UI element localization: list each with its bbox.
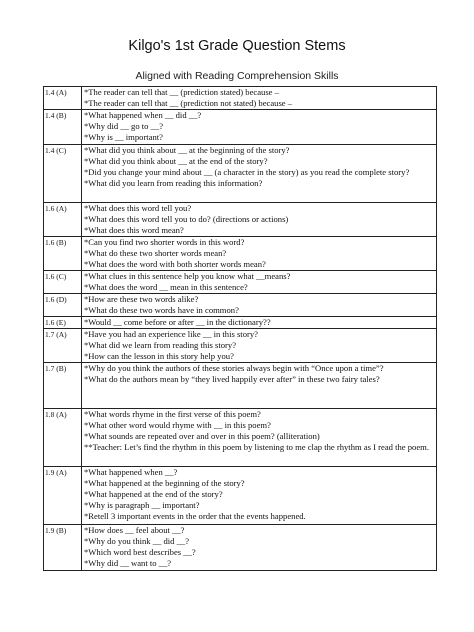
question-stem: *What happened at the end of the story? [84, 489, 223, 499]
question-stem: *What did you learn from reading this information? [84, 178, 263, 188]
question-stem: *What do the authors mean by “they lived happily ever after” in these two fairy tales? [84, 374, 380, 384]
table-row [44, 271, 437, 294]
question-cell [82, 294, 437, 317]
table-row [44, 363, 437, 409]
question-stem: *What did you think about __ at the beginning of the story? [84, 145, 290, 155]
table-row [44, 317, 437, 329]
table-row [44, 87, 437, 110]
skill-code: 1.6 (C) [44, 271, 82, 294]
question-stem: *Why is __ important? [84, 132, 164, 142]
page-subtitle: Aligned with Reading Comprehension Skills [135, 70, 339, 82]
question-stems-table [43, 86, 437, 571]
page-title: Kilgo's 1st Grade Question Stems [128, 38, 346, 54]
question-stem: *What does the word with both shorter words mean? [84, 259, 266, 269]
skill-code: 1.4 (B) [44, 110, 82, 145]
question-stem: *Why is paragraph __ important? [84, 500, 200, 510]
question-cell [82, 237, 437, 271]
question-stem: *What happened when __ did __? [84, 110, 202, 120]
skill-code: 1.8 (A) [44, 409, 82, 467]
question-stem: *What do these two words have in common? [84, 305, 239, 315]
question-stem: *Why do you think the authors of these stories always begin with “Once upon a time”? [84, 363, 384, 373]
question-stem: *Why did __ go to __? [84, 121, 164, 131]
skill-code: 1.7 (B) [44, 363, 82, 409]
question-stem: *What does this word tell you? [84, 203, 192, 213]
question-stem: *Which word best describes __? [84, 547, 196, 557]
table-row [44, 329, 437, 363]
question-stem: *The reader can tell that __ (prediction stated) because – [84, 87, 279, 97]
table-row [44, 145, 437, 203]
question-cell [82, 467, 437, 525]
question-stem: *What does this word mean? [84, 225, 184, 235]
skill-code: 1.6 (A) [44, 203, 82, 237]
question-stem: *Did you change your mind about __ (a character in the story) as you read the complete story? [84, 167, 410, 177]
question-stem: *What happened at the beginning of the story? [84, 478, 245, 488]
skill-code: 1.7 (A) [44, 329, 82, 363]
question-stem: *What does this word tell you to do? (directions or actions) [84, 214, 289, 224]
table-row [44, 467, 437, 525]
question-cell [82, 87, 437, 110]
skill-code: 1.4 (C) [44, 145, 82, 203]
skill-code: 1.9 (A) [44, 467, 82, 525]
question-stem: *How can the lesson in this story help you? [84, 351, 234, 361]
table-row [44, 203, 437, 237]
question-stem: *Why did __ want to __? [84, 558, 172, 568]
question-stem: *How does __ feel about __? [84, 525, 185, 535]
question-cell [82, 145, 437, 203]
question-cell [82, 525, 437, 571]
question-stem: *What does the word __ mean in this sentence? [84, 282, 248, 292]
table-row [44, 110, 437, 145]
question-stem: *What clues in this sentence help you know what __means? [84, 271, 291, 281]
question-cell [82, 203, 437, 237]
question-cell [82, 363, 437, 409]
question-cell [82, 317, 437, 329]
question-stem: *What happened when __? [84, 467, 178, 477]
skill-code: 1.4 (A) [44, 87, 82, 110]
question-stem: *Retell 3 important events in the order that the events happened. [84, 511, 306, 521]
question-stem: *The reader can tell that __ (prediction not stated) because – [84, 98, 293, 108]
question-stem: *Would __ come before or after __ in the dictionary?? [84, 317, 271, 327]
question-cell [82, 329, 437, 363]
question-stem: **Teacher: Let’s find the rhythm in this poem by listening to me clap the rhythm as I read the poem. [84, 442, 429, 452]
question-stem: *What words rhyme in the first verse of this poem? [84, 409, 261, 419]
skill-code: 1.6 (D) [44, 294, 82, 317]
skill-code: 1.6 (E) [44, 317, 82, 329]
skill-code: 1.6 (B) [44, 237, 82, 271]
question-stem: *Can you find two shorter words in this word? [84, 237, 245, 247]
question-stem: *How are these two words alike? [84, 294, 199, 304]
question-stem: *What sounds are repeated over and over in this poem? (alliteration) [84, 431, 320, 441]
table-row [44, 237, 437, 271]
question-stem: *Have you had an experience like __ in this story? [84, 329, 258, 339]
table-row [44, 525, 437, 571]
question-cell [82, 110, 437, 145]
table-row [44, 294, 437, 317]
question-stem: *What did we learn from reading this story? [84, 340, 237, 350]
question-stem: *What other word would rhyme with __ in this poem? [84, 420, 271, 430]
question-stem: *What do these two shorter words mean? [84, 248, 227, 258]
table-row [44, 409, 437, 467]
question-stem: *What did you think about __ at the end of the story? [84, 156, 268, 166]
skill-code: 1.9 (B) [44, 525, 82, 571]
question-cell [82, 271, 437, 294]
question-cell [82, 409, 437, 467]
question-stem: *Why do you think __ did __? [84, 536, 190, 546]
